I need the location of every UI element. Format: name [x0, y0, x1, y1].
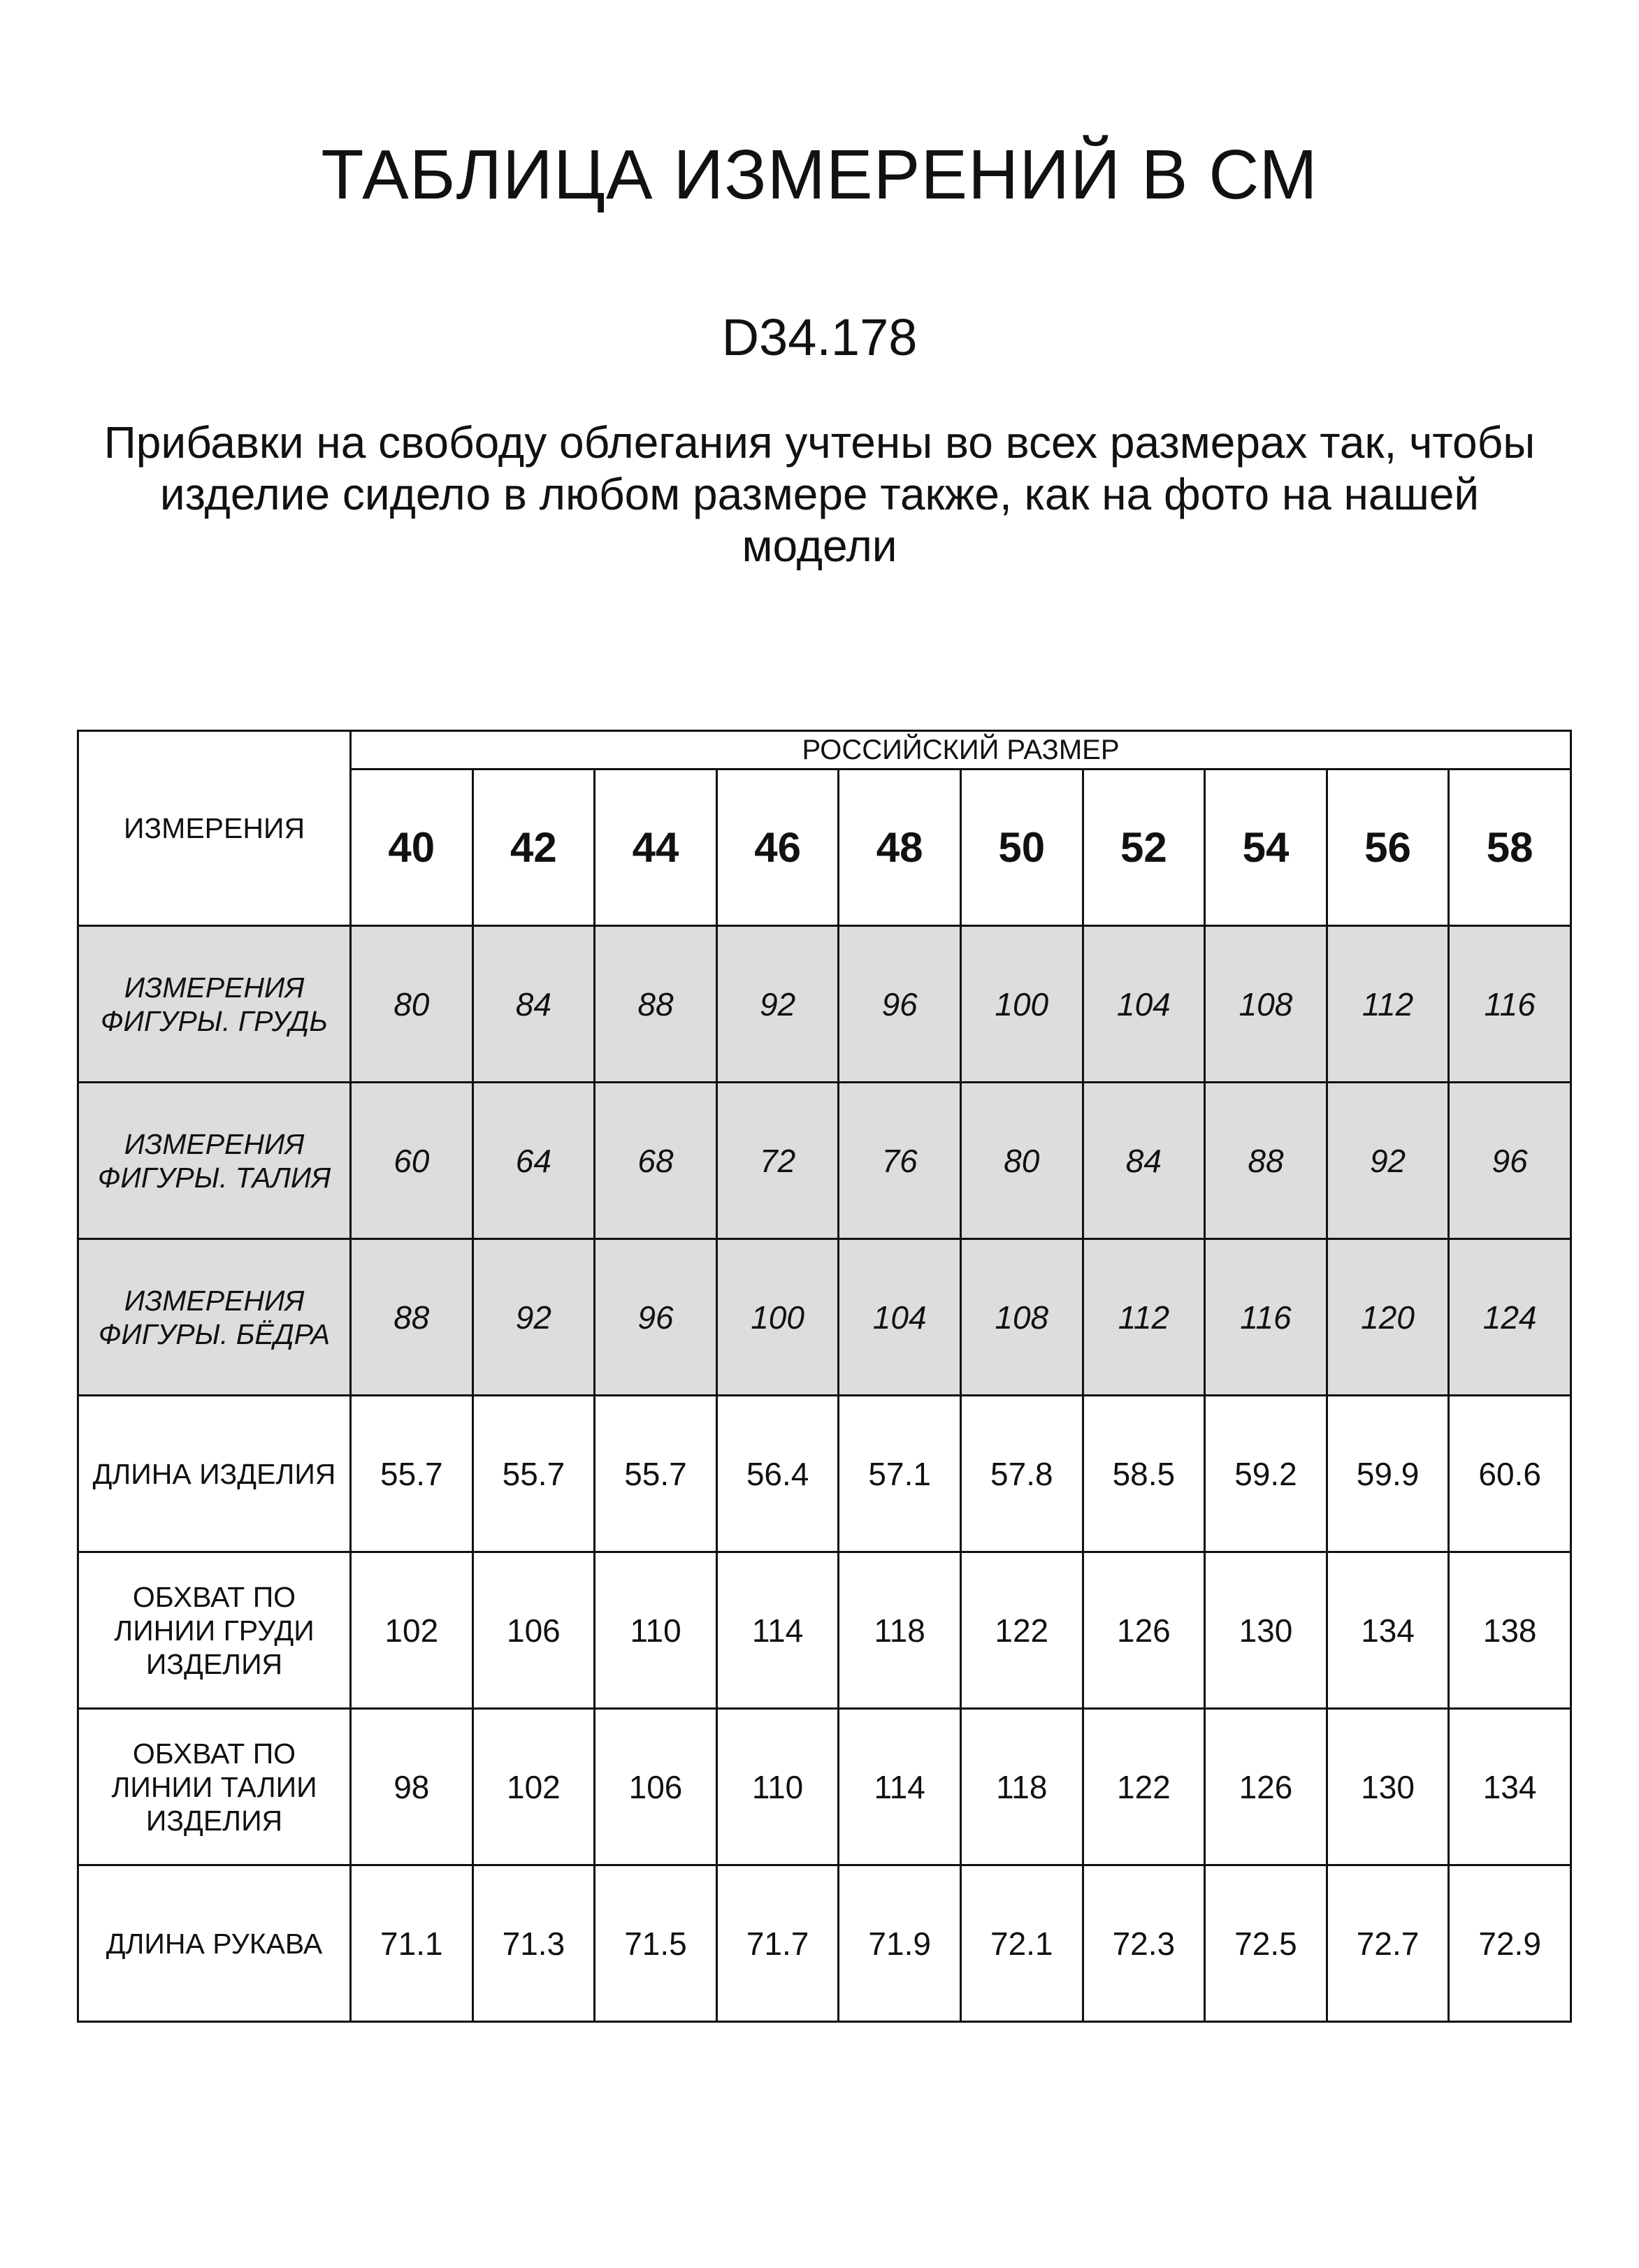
article-number: D34.178: [721, 308, 918, 366]
table-cell: 110: [595, 1552, 717, 1709]
row-label: ОБХВАТ ПО ЛИНИИ ТАЛИИ ИЗДЕЛИЯ: [78, 1709, 351, 1865]
table-cell: 130: [1205, 1552, 1327, 1709]
row-label: ДЛИНА ИЗДЕЛИЯ: [78, 1396, 351, 1552]
size-header: 58: [1449, 770, 1571, 926]
table-cell: 88: [595, 926, 717, 1083]
table-cell: 116: [1449, 926, 1571, 1083]
table-cell: 58.5: [1083, 1396, 1205, 1552]
table-cell: 84: [1083, 1083, 1205, 1239]
table-cell: 138: [1449, 1552, 1571, 1709]
table-cell: 76: [839, 1083, 961, 1239]
table-cell: 92: [1327, 1083, 1449, 1239]
table-cell: 56.4: [716, 1396, 839, 1552]
table-cell: 72.1: [960, 1865, 1083, 2022]
table-cell: 130: [1327, 1709, 1449, 1865]
table-cell: 88: [351, 1239, 473, 1396]
table-cell: 102: [472, 1709, 595, 1865]
table-cell: 120: [1327, 1239, 1449, 1396]
table-cell: 100: [716, 1239, 839, 1396]
russian-size-header: РОССИЙСКИЙ РАЗМЕР: [351, 731, 1571, 770]
size-header: 46: [716, 770, 839, 926]
table-cell: 55.7: [472, 1396, 595, 1552]
table-cell: 112: [1083, 1239, 1205, 1396]
table-cell: 57.8: [960, 1396, 1083, 1552]
size-table: [77, 730, 1572, 2023]
table-cell: 60: [351, 1083, 473, 1239]
table-row: [78, 926, 1571, 1083]
table-cell: 59.9: [1327, 1396, 1449, 1552]
table-cell: 114: [839, 1709, 961, 1865]
table-cell: 96: [1449, 1083, 1571, 1239]
size-header: 52: [1083, 770, 1205, 926]
table-cell: 68: [595, 1083, 717, 1239]
table-cell: 98: [351, 1709, 473, 1865]
table-cell: 64: [472, 1083, 595, 1239]
table-cell: 96: [839, 926, 961, 1083]
table-cell: 71.5: [595, 1865, 717, 2022]
size-header: 50: [960, 770, 1083, 926]
size-header: 44: [595, 770, 717, 926]
table-cell: 92: [472, 1239, 595, 1396]
table-cell: 106: [472, 1552, 595, 1709]
table-cell: 108: [1205, 926, 1327, 1083]
table-cell: 92: [716, 926, 839, 1083]
table-row: [78, 1083, 1571, 1239]
row-label: ИЗМЕРЕНИЯ ФИГУРЫ. ТАЛИЯ: [78, 1083, 351, 1239]
table-cell: 84: [472, 926, 595, 1083]
table-row: [78, 1396, 1571, 1552]
size-header: 40: [351, 770, 473, 926]
page-title: ТАБЛИЦА ИЗМЕРЕНИЙ В СМ: [321, 136, 1318, 214]
table-cell: 72.9: [1449, 1865, 1571, 2022]
table-cell: 72.7: [1327, 1865, 1449, 2022]
table-cell: 102: [351, 1552, 473, 1709]
table-cell: 122: [1083, 1709, 1205, 1865]
table-cell: 72: [716, 1083, 839, 1239]
table-cell: 134: [1449, 1709, 1571, 1865]
table-cell: 57.1: [839, 1396, 961, 1552]
fit-note: Прибавки на свободу облегания учтены во всех размерах так, чтобы изделие сидело в любом размере также, как на фото на нашей модели: [103, 417, 1536, 571]
size-header: 48: [839, 770, 961, 926]
table-row: [78, 1709, 1571, 1865]
table-cell: 71.9: [839, 1865, 961, 2022]
table-cell: 71.3: [472, 1865, 595, 2022]
table-cell: 104: [839, 1239, 961, 1396]
table-cell: 112: [1327, 926, 1449, 1083]
table-cell: 134: [1327, 1552, 1449, 1709]
table-row: [78, 1552, 1571, 1709]
table-cell: 71.1: [351, 1865, 473, 2022]
size-header: 56: [1327, 770, 1449, 926]
header-row: [78, 731, 1571, 770]
table-cell: 122: [960, 1552, 1083, 1709]
measurements-header: ИЗМЕРЕНИЯ: [78, 731, 351, 926]
table-cell: 60.6: [1449, 1396, 1571, 1552]
table-cell: 55.7: [595, 1396, 717, 1552]
row-label: ОБХВАТ ПО ЛИНИИ ГРУДИ ИЗДЕЛИЯ: [78, 1552, 351, 1709]
table-cell: 71.7: [716, 1865, 839, 2022]
table-cell: 110: [716, 1709, 839, 1865]
size-header: 42: [472, 770, 595, 926]
table-cell: 55.7: [351, 1396, 473, 1552]
table-cell: 106: [595, 1709, 717, 1865]
table-cell: 118: [960, 1709, 1083, 1865]
table-cell: 114: [716, 1552, 839, 1709]
table-cell: 126: [1205, 1709, 1327, 1865]
table-cell: 80: [960, 1083, 1083, 1239]
table-cell: 124: [1449, 1239, 1571, 1396]
table-cell: 126: [1083, 1552, 1205, 1709]
size-header: 54: [1205, 770, 1327, 926]
row-label: ДЛИНА РУКАВА: [78, 1865, 351, 2022]
table-cell: 104: [1083, 926, 1205, 1083]
row-label: ИЗМЕРЕНИЯ ФИГУРЫ. ГРУДЬ: [78, 926, 351, 1083]
table-cell: 118: [839, 1552, 961, 1709]
table-cell: 108: [960, 1239, 1083, 1396]
table-cell: 116: [1205, 1239, 1327, 1396]
table-cell: 88: [1205, 1083, 1327, 1239]
table-cell: 59.2: [1205, 1396, 1327, 1552]
row-label: ИЗМЕРЕНИЯ ФИГУРЫ. БЁДРА: [78, 1239, 351, 1396]
table-cell: 72.5: [1205, 1865, 1327, 2022]
table-row: [78, 1865, 1571, 2022]
table-cell: 80: [351, 926, 473, 1083]
table-cell: 96: [595, 1239, 717, 1396]
table-cell: 72.3: [1083, 1865, 1205, 2022]
table-cell: 100: [960, 926, 1083, 1083]
table-row: [78, 1239, 1571, 1396]
